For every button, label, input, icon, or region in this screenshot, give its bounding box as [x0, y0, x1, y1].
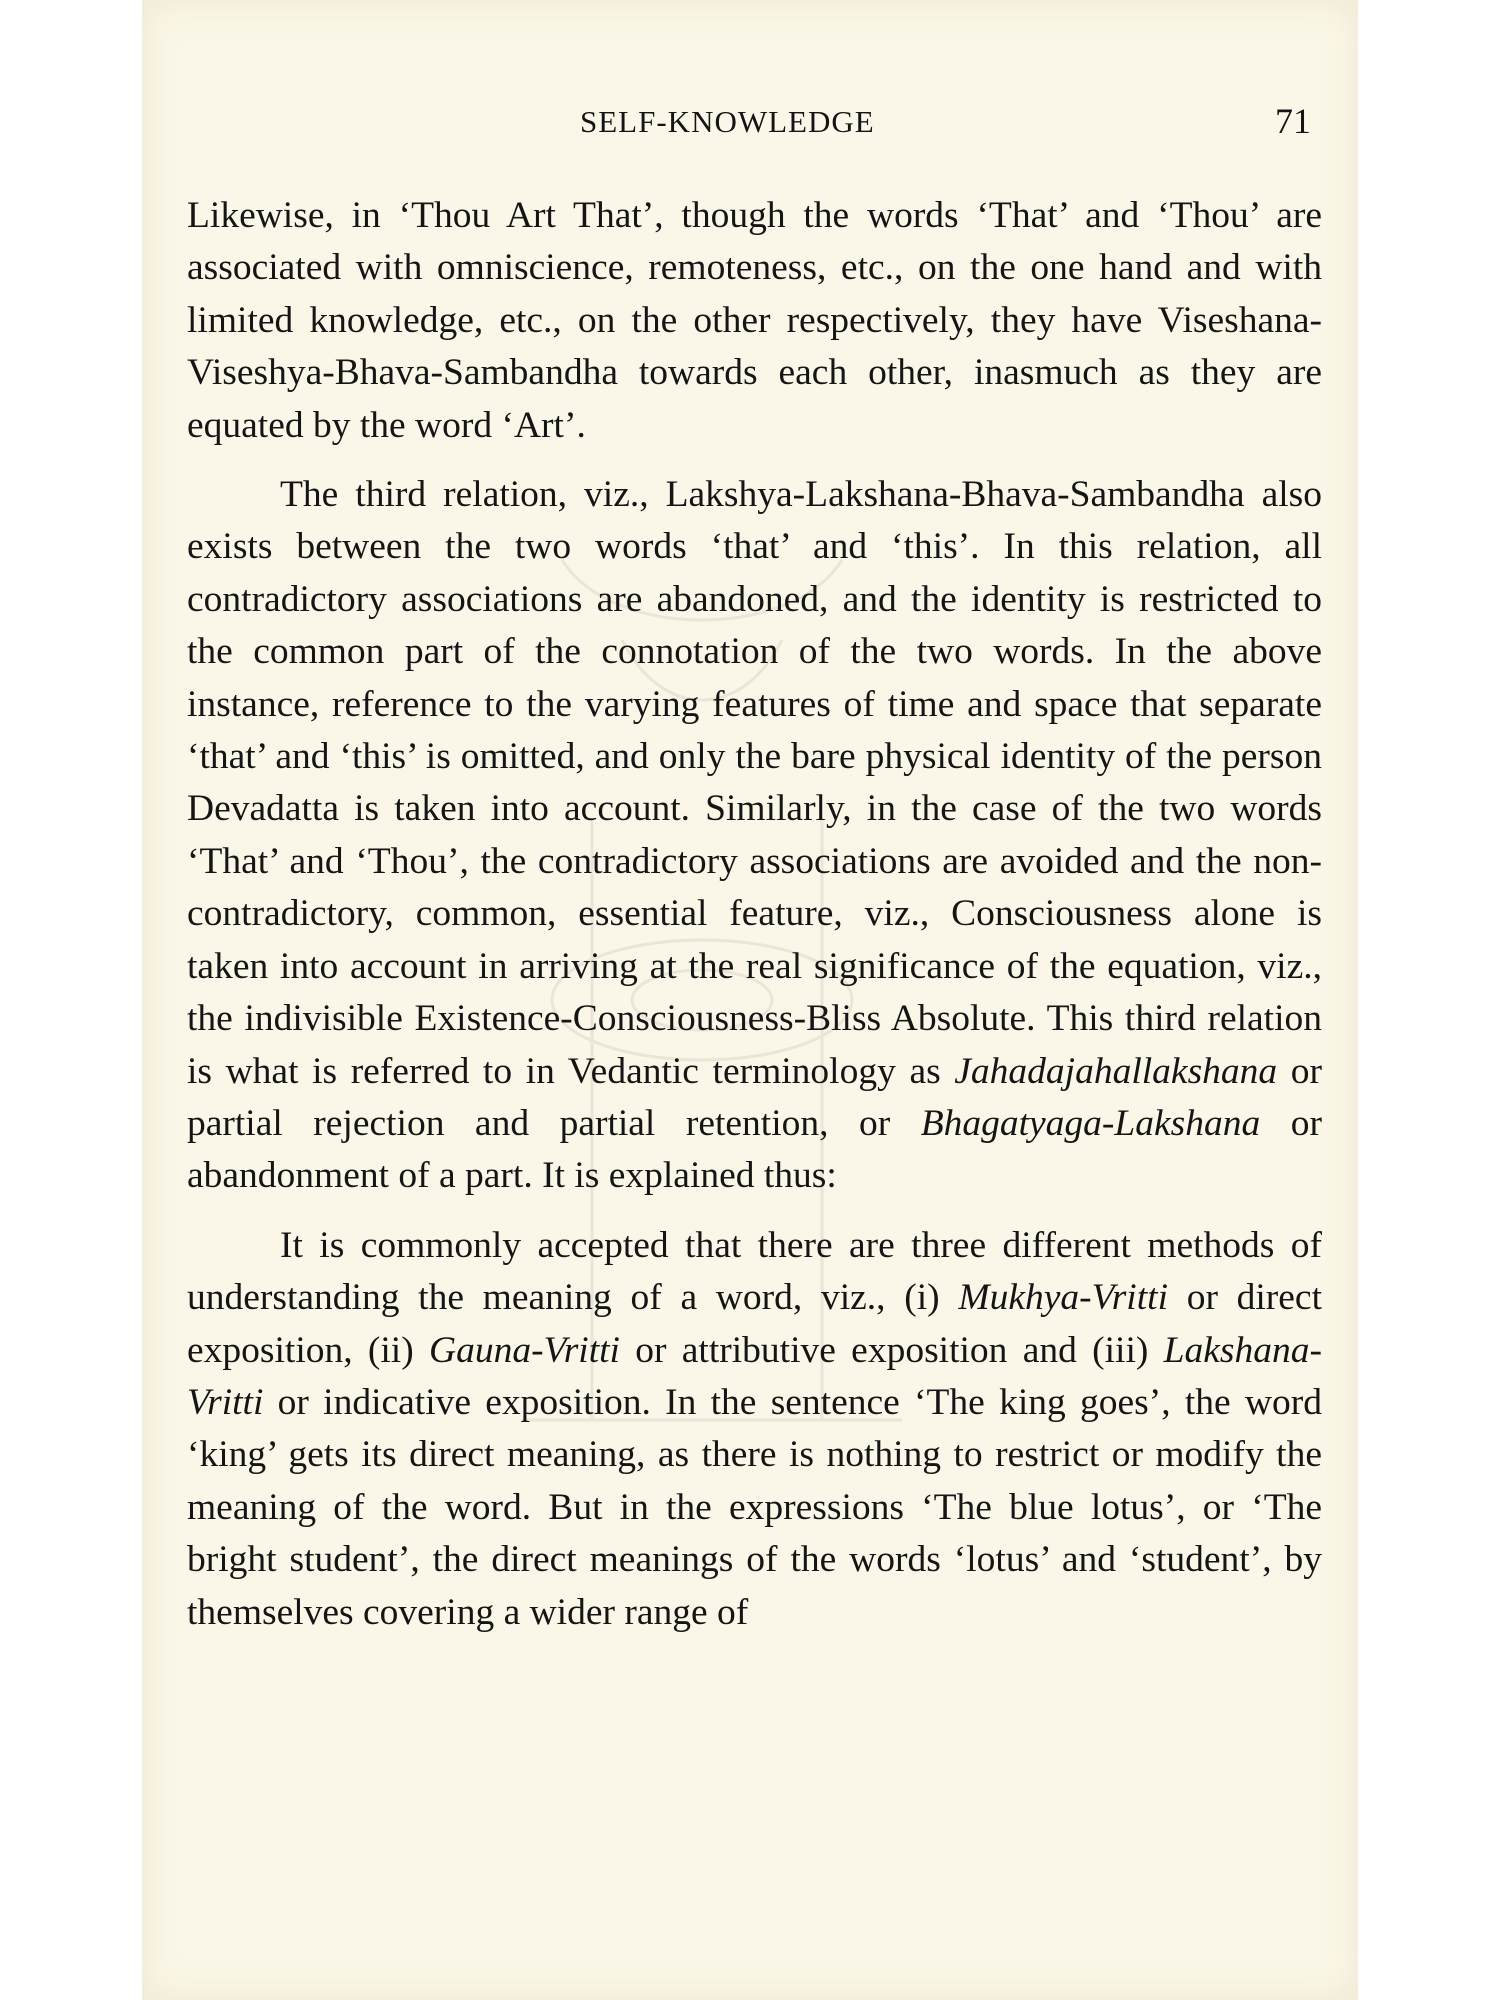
paragraph-2: [187, 469, 1322, 1203]
italic-term: Gauna-Vritti: [429, 1329, 620, 1371]
text-run: Likewise, in ‘Thou Art That’, though the words ‘That’ and ‘Thou’ are associated with omniscience, remoteness, etc., on the one hand and with limited knowledge, etc., on the other respectively, they have Viseshana-Viseshya-Bhava-Sambandha towards each other, inasmuch as they are equated by the word ‘Art’.: [187, 195, 1322, 446]
text-run: or direct exposition, (ii): [187, 1277, 1322, 1371]
page-header: [150, 100, 1330, 150]
running-head: SELF-KNOWLEDGE: [580, 104, 875, 139]
italic-term: Lakshana-Vritti: [187, 1329, 1322, 1423]
body-text: [187, 190, 1322, 1639]
paragraph-3: [187, 1220, 1322, 1639]
italic-term: Mukhya-Vritti: [958, 1277, 1168, 1319]
page-number: 71: [1275, 101, 1311, 141]
text-run: or abandonment of a part. It is explained thus:: [187, 1102, 1322, 1197]
text-run: or attributive exposition and (iii): [619, 1329, 1164, 1371]
italic-term: Bhagatyaga-Lakshana: [920, 1102, 1261, 1144]
text-run: It is commonly accepted that there are three different methods of understanding the meaning of a word, viz., (i): [187, 1224, 1322, 1319]
italic-term: Jahadajahallakshana: [954, 1050, 1278, 1092]
text-run: The third relation, viz., Lakshya-Lakshana-Bhava-Sambandha also exists between the two words ‘that’ and ‘this’. In this relation, all contradictory associations are abandoned, and the identity is restricted to the common part of the connotation of the two words. In the above instance, reference to the varying features of time and space that separate ‘that’ and ‘this’ is omitted, and only the bare physical identity of the person Devadatta is taken into account. Similarly, in the case of the two words ‘That’ and ‘Thou’, the contradictory associations are avoided and the non-contradictory, common, essential feature, viz., Consciousness alone is taken into account in arriving at the real significance of the equation, viz., the indivisible Existence-Consciousness-Bliss Absolute. This third relation is what is referred to in Vedantic terminology as: [187, 474, 1322, 1092]
text-run: or indicative exposition. In the sentence ‘The king goes’, the word ‘king’ gets its direct meaning, as there is nothing to restrict or modify the meaning of the word. But in the expressions ‘The blue lotus’, or ‘The bright student’, the direct meanings of the words ‘lotus’ and ‘student’, by themselves covering a wider range of: [187, 1381, 1322, 1633]
text-run: or partial rejection and partial retention, or: [187, 1050, 1323, 1144]
paragraph-1: [187, 190, 1322, 452]
